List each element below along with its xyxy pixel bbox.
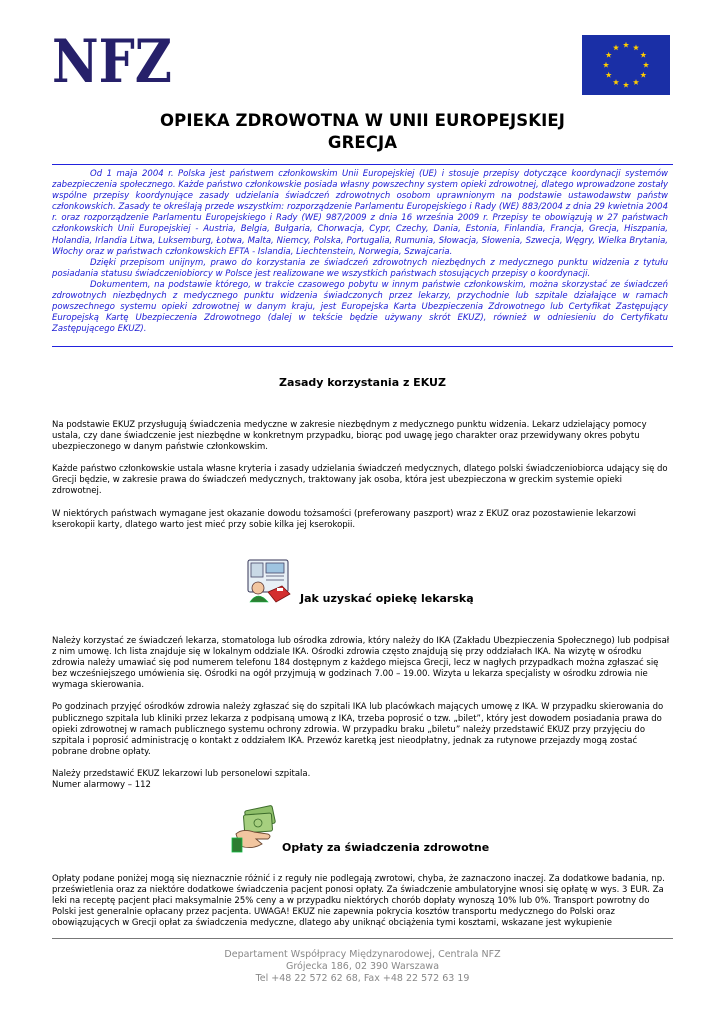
footer xyxy=(52,949,673,986)
money-hand-clipart-icon xyxy=(232,804,278,854)
section-heading-ekuz: Zasady korzystania z EKUZ xyxy=(279,376,446,389)
intro-top-rule xyxy=(52,164,673,165)
paragraph: W niektórych państwach wymagane jest okazanie dowodu tożsamości (preferowany paszport) wraz z EKUZ oraz pozostawienie lekarzowi kserokopii karty, dlatego warto jest mieć przy sobie kilka jej kserokopii. xyxy=(52,508,637,530)
intro-paragraph: Dokumentem, na podstawie którego, w trakcie czasowego pobytu w innym państwie członkowskim, można skorzystać ze świadczeń zdrowotnych niezbędnych z medycznego punktu widzenia świadczonych przez lekarzy, przychodnie lub szpitale działające w ramach powszechnego systemu opieki zdrowotnej w danym kraju, jest Europejska Karta Ubezpieczenia Zdrowotnego lub Certyfikat Zastępujący Europejską Kartę Ubezpieczenia Zdrowotnego (dalej w tekście będzie używany skrót EKUZ), również w odniesieniu do Certyfikatu Zastępującego EKUZ). xyxy=(52,279,668,335)
footer-line: Tel +48 22 572 62 68, Fax +48 22 572 63 19 xyxy=(255,973,470,985)
title-line-2: GRECJA xyxy=(327,133,398,152)
paragraph: Po godzinach przyjęć ośrodków zdrowia należy zgłaszać się do szpitali IKA lub placówkach mających umowę z IKA. W przypadku skierowania do publicznego szpitala lub kliniki przez lekarza z podpisaną umową z IKA, trzeba poprosić o tzw. „bilet”, który jest dowodem posiadania prawa do opieki zdrowotnej w ramach publicznego systemu ochrony zdrowia. W przypadku braku „biletu” należy przedstawić EKUZ przy przyjęciu do szpitala i poprosić administrację o kontakt z oddziałem IKA. Przewóz karetką jest nieodpłatny, jednak za rutynowe przejazdy mogą zostać pobrane drobne opłaty. xyxy=(52,702,664,757)
page-title xyxy=(40,110,685,154)
eu-flag-icon xyxy=(582,35,670,95)
paragraph: Należy przedstawić EKUZ lekarzowi lub personelowi szpitala. Numer alarmowy – 112 xyxy=(52,768,311,791)
paragraph: Każde państwo członkowskie ustala własne kryteria i zasady udzielania świadczeń medycznych, dlatego polski świadczeniobiorca udający się do Grecji będzie, w zakresie prawa do świadczeń medycznych, traktowany jak osoba, która jest ubezpieczona w greckim systemie opieki zdrowotnej. xyxy=(52,464,668,497)
footer-rule xyxy=(52,938,673,939)
section-fees-body xyxy=(52,874,673,940)
title-line-1: OPIEKA ZDROWOTNA W UNII EUROPEJSKIEJ xyxy=(160,111,565,130)
paragraph: Należy korzystać ze świadczeń lekarza, stomatologa lub ośrodka zdrowia, który należy do IKA (Zakładu Ubezpieczenia Społecznego) lub podpisał z nim umowę. Ich lista znajduje się w lokalnym oddziale IKA. Ośrodki zdrowia często znajdują się przy oddziałach IKA. Na wizytę w ośrodku zdrowia należy umawiać się pod numerem telefonu 184 dostępnym z każdego miejsca Grecji, lecz w nagłych przypadkach można zgłaszać się bez wcześniejszego umówienia się. Ośrodki na ogół przyjmują w godzinach 7.00 – 19.00. Wizyta u lekarza specjalisty w ośrodku zdrowia nie wymaga skierowania. xyxy=(52,636,670,691)
section-care-body xyxy=(52,636,673,802)
footer-line: Grójecka 186, 02 390 Warszawa xyxy=(285,961,440,973)
doctor-clipart-icon xyxy=(244,556,294,604)
intro-paragraph: Od 1 maja 2004 r. Polska jest państwem członkowskim Unii Europejskiej (UE) i stosuje przepisy dotyczące koordynacji systemów zabezpieczenia społecznego. Każde państwo członkowskie posiada własny powszechny system opieki zdrowotnej, dlatego wprowadzone zostały wspólne przepisy koordynujące zasady udzielania świadczeń zdrowotnych osobom uprawnionym na podstawie ustawodawstw państw członkowskich. Zasady te określają przede wszystkim: rozporządzenie Parlamentu Europejskiego i Rady (WE) 883/2004 z dnia 29 kwietnia 2004 r. oraz rozporządzenie Parlamentu Europejskiego i Rady (WE) 987/2009 z dnia 16 września 2009 r. Przepisy te obowiązują w 27 państwach członkowskich Unii Europejskiej - Austria, Belgia, Bułgaria, Chorwacja, Cypr, Czechy, Dania, Estonia, Finlandia, Francja, Grecja, Hiszpania, Holandia, Irlandia Litwa, Luksemburg, Łotwa, Malta, Niemcy, Polska, Portugalia, Rumunia, Słowacja, Słowenia, Szwecja, Węgry, Wielka Brytania, Włochy oraz w państwach członkowskich EFTA - Islandia, Liechtenstein, Norwegia, Szwajcaria. xyxy=(52,169,668,257)
section-heading-fees: Opłaty za świadczenia zdrowotne xyxy=(282,841,490,854)
section-heading-care: Jak uzyskać opiekę lekarską xyxy=(300,592,474,605)
nfz-logo xyxy=(52,27,174,97)
intro-text xyxy=(52,169,668,335)
svg-text:NFZ: NFZ xyxy=(52,27,172,97)
paragraph: Opłaty podane poniżej mogą się nieznacznie różnić i z reguły nie podlegają zwrotowi, chyba, że zaznaczono inaczej. Za dodatkowe badania, np. prześwietlenia oraz za niektóre dodatkowe świadczenia pacjent ponosi opłaty. Za świadczenie ambulatoryjne wnosi się opłatę w wys. 3 EUR. Za leki na receptę pacjent płaci maksymalnie 25% ceny a w przypadku niektórych chorób dopłaty wynoszą 10% lub 0%. Transport powrotny do Polski jest generalnie opłacany przez pacjenta. UWAGA! EKUZ nie zapewnia pokrycia kosztów transportu medycznego do Polski oraz obowiązujących w Grecji opłat za świadczenia medyczne, dlatego aby uniknąć obciążenia tymi kosztami, wskazane jest wykupienie xyxy=(52,874,665,929)
intro-bottom-rule xyxy=(52,346,673,347)
footer-line: Departament Współpracy Międzynarodowej, Centrala NFZ xyxy=(224,949,501,960)
section-ekuz-body xyxy=(52,420,673,542)
intro-paragraph: Dzięki przepisom unijnym, prawo do korzystania ze świadczeń zdrowotnych niezbędnych z medycznego punktu widzenia z tytułu posiadania statusu świadczeniobiorcy w Polsce jest realizowane we wszystkich państwach stosujących przepisy o koordynacji. xyxy=(52,257,668,279)
paragraph: Na podstawie EKUZ przysługują świadczenia medyczne w zakresie niezbędnym z medycznego punktu widzenia. Lekarz udzielający pomocy ustala, czy dane świadczenie jest niezbędne w konkretnym przypadku, biorąc pod uwagę jego charakter oraz przewidywany okres pobytu ubezpieczonego w danym państwie członkowskim. xyxy=(52,420,647,453)
